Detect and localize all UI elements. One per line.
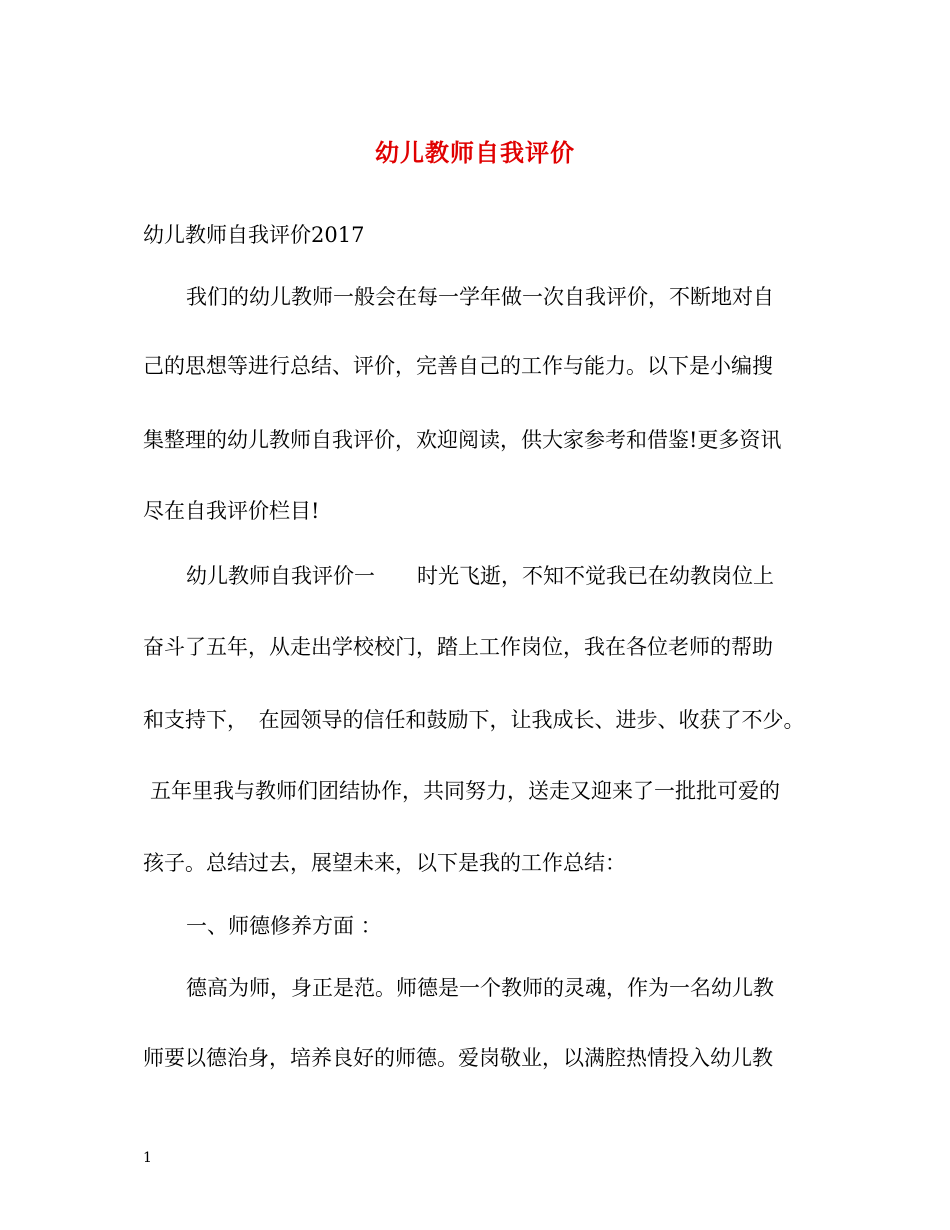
paragraph-line: 五年里我与教师们团结协作，共同努力，送走又迎来了一批批可爱的 bbox=[150, 779, 780, 803]
paragraph-line: 尽在自我评价栏目! bbox=[143, 499, 320, 523]
section-heading: 一、师德修养方面 ： bbox=[186, 914, 382, 938]
paragraph-line: 我们的幼儿教师一般会在每一学年做一次自我评价，不断地对自 bbox=[186, 285, 774, 309]
paragraph-line: 师要以德治身，培养良好的师德。爱岗敬业，以满腔热情投入幼儿教 bbox=[143, 1046, 773, 1070]
page-number: 1 bbox=[143, 1150, 152, 1166]
document-title: 幼儿教师自我评价 bbox=[375, 138, 575, 167]
paragraph-line: 德高为师，身正是范。师德是一个教师的灵魂，作为一名幼儿教 bbox=[186, 976, 774, 1000]
document-subtitle: 幼儿教师自我评价2017 bbox=[143, 223, 365, 247]
paragraph-line: 孩子。总结过去，展望未来，以下是我的工作总结： bbox=[143, 851, 626, 875]
paragraph-line: 奋斗了五年，从走出学校校门，踏上工作岗位，我在各位老师的帮助 bbox=[143, 635, 773, 659]
paragraph-line: 和支持下， 在园领导的信任和鼓励下，让我成长、进步、收获了不少。 bbox=[143, 708, 805, 732]
paragraph-line: 集整理的幼儿教师自我评价，欢迎阅读，供大家参考和借鉴!更多资讯 bbox=[143, 428, 782, 452]
paragraph-line: 幼儿教师自我评价一 时光飞逝，不知不觉我已在幼教岗位上 bbox=[186, 564, 774, 588]
paragraph-line: 己的思想等进行总结、评价，完善自己的工作与能力。以下是小编搜 bbox=[143, 354, 773, 378]
